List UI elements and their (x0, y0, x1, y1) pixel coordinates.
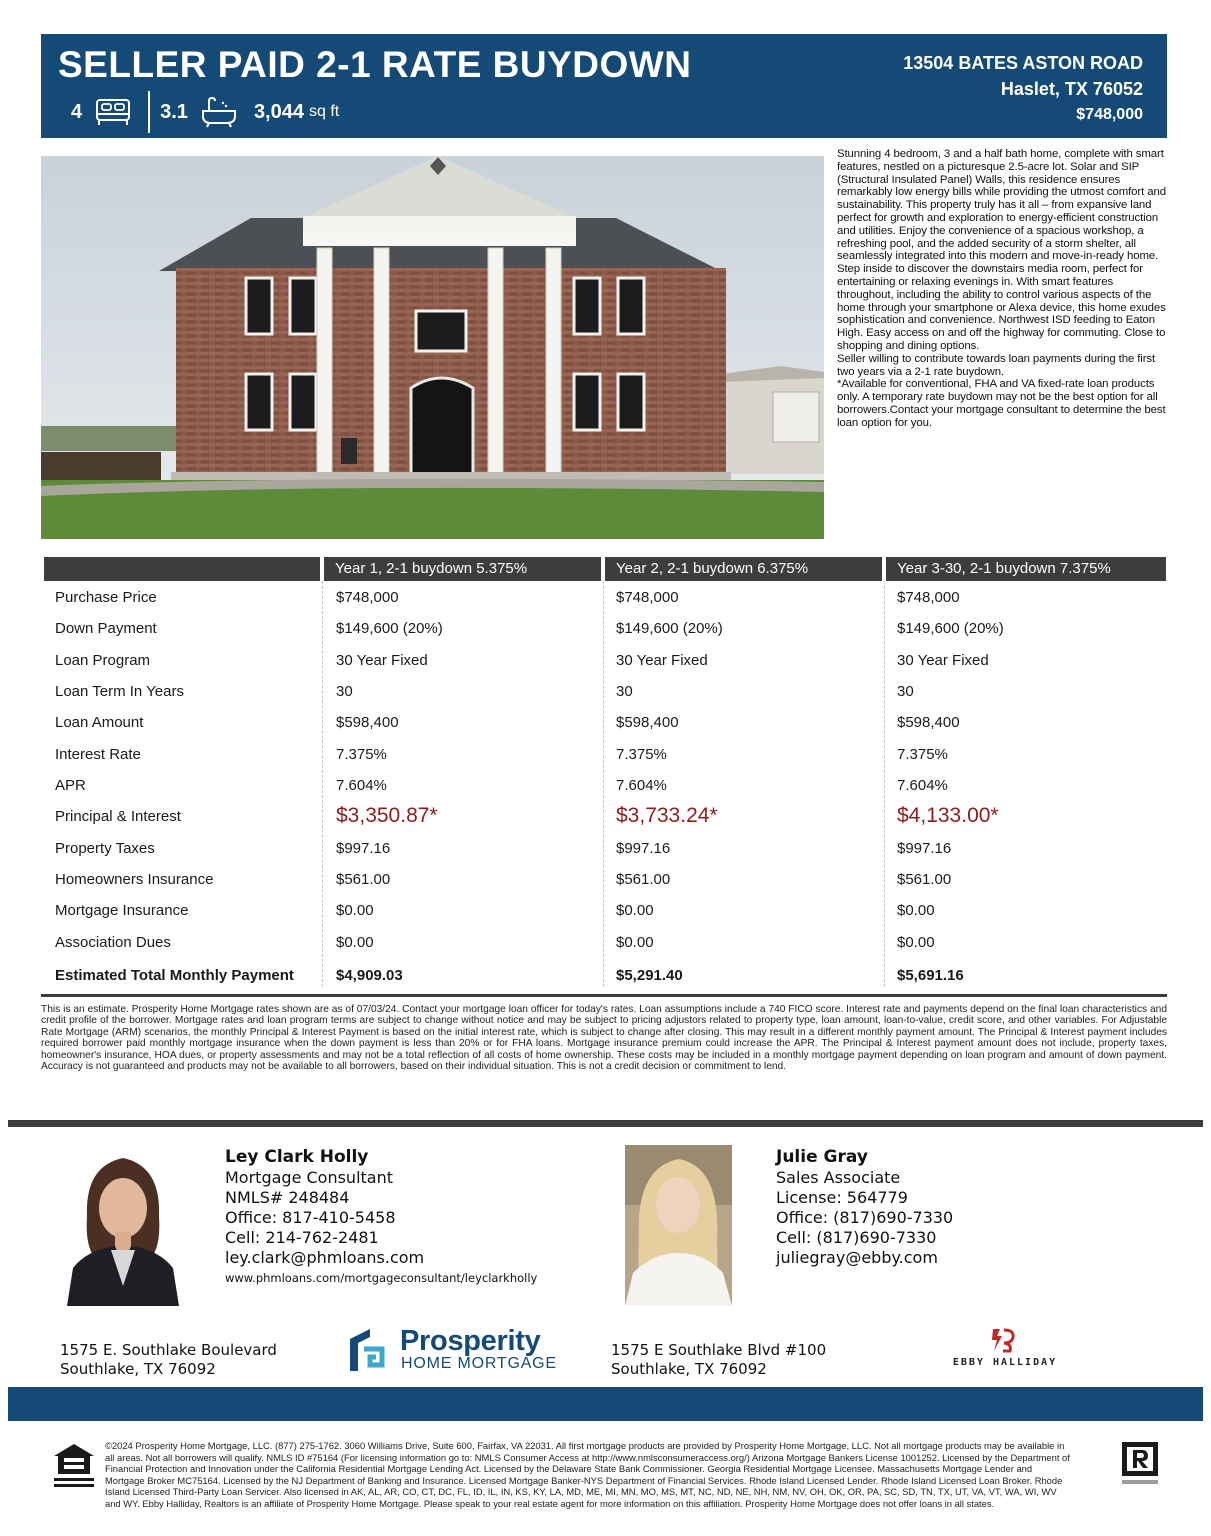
table-row (44, 772, 1166, 803)
baths-count: 3.1 (160, 100, 188, 123)
row-label: Loan Program (55, 652, 151, 669)
row-value: $598,400 (616, 714, 679, 731)
row-value: $561.00 (336, 871, 391, 888)
row-value: $5,291.40 (616, 967, 683, 984)
row-value: $748,000 (616, 589, 679, 606)
row-value: 30 (616, 683, 633, 700)
agent1-website[interactable]: www.phmloans.com/mortgageconsultant/leyclarkholly (225, 1271, 538, 1285)
stats-divider (148, 91, 150, 133)
table-row (44, 647, 1166, 678)
row-value: $0.00 (897, 902, 935, 919)
row-label: Principal & Interest (55, 808, 181, 825)
row-value: $3,350.87* (336, 804, 438, 827)
row-label: Loan Amount (55, 714, 144, 731)
agent2-office-address (611, 1341, 826, 1379)
row-value: $598,400 (336, 714, 399, 731)
row-label: APR (55, 777, 86, 794)
prosperity-logo (346, 1325, 566, 1375)
agent2-name: Julie Gray (776, 1147, 868, 1167)
agent1-headshot (67, 1146, 179, 1306)
column-header-year1: Year 1, 2-1 buydown 5.375% (324, 557, 601, 581)
table-row (44, 615, 1166, 646)
column-header-year2: Year 2, 2-1 buydown 6.375% (605, 557, 882, 581)
sqft-unit: sq ft (309, 103, 340, 120)
rate-disclaimer: This is an estimate. Prosperity Home Mortgage rates shown are as of 07/03/24. Contact your mortgage loan officer for today's rates. Loan assumptions include a 740 FICO score. Interest rate and payments depend on the final loan characteristics and credit profile of the borrower. Mortgage rates and loan program terms are subject to change without notice and may be subject to pricing adjustors related to property type, loan amount, loan-to-value, credit score, and other variables. For Adjustable Rate Mortgage (ARM) scenarios, the monthly Principal & Interest Payment is based on the initial interest rate, which is subject to change after closing. This may result in a different monthly payment amount. The Principal & Interest payment includes required borrower paid monthly mortgage insurance when the down payment is less than 20% or for FHA loans. Mortgage insurance premium could increase the APR. The Principal & Interest payment amount does not include, property taxes, homeowner's insurance, HOA dues, or property assessments and may not be a total reflection of all costs of home ownership. These costs may be included in a monthly mortgage payment depending on loan program and amount of down payment. Accuracy is not guaranteed and products may not be available to all borrowers, based on their individual situation. This is not a credit decision or commitment to lend. (41, 1004, 1167, 1073)
ebby-halliday-logo (940, 1325, 1070, 1380)
row-label: Down Payment (55, 620, 157, 637)
row-label: Purchase Price (55, 589, 157, 606)
row-value: $748,000 (897, 589, 960, 606)
agent1-contact (225, 1146, 595, 1288)
agent1-address-line1: 1575 E. Southlake Boulevard (60, 1341, 277, 1359)
agent2-cell-phone[interactable]: Cell: (817)690-7330 (776, 1228, 937, 1247)
description-disclosure: *Available for conventional, FHA and VA fixed-rate loan products only. A temporary rate buydown may not be the best option for all borrowers.Contact your mortgage consultant to determine the best loan option for you. (837, 378, 1166, 429)
legal-footer: ©2024 Prosperity Home Mortgage, LLC. (877) 275-1762. 3060 Williams Drive, Suite 600, Fairfax, VA 22031. All first mortgage products are provided by Prosperity Home Mortgage, LLC. Not all mortgage products may be available in all areas. Not all borrowers will qualify. NMLS ID #75164 (For licensing information go to: NMLS Consumer Access at http://www.nmlsconsumeraccess.org/) Arizona Mortgage Bankers License 1001252. Licensed by the Department of Financial Protection and Innovation under the California Residential Mortgage Lending Act. Licensed by the Delaware State Bank Commissioner. Georgia Residential Mortgage Licensee. Massachusetts Mortgage Lender and Mortgage Broker MC75164. Licensed by the NJ Department of Banking and Insurance. Licensed Mortgage Banker-NYS Department of Financial Services. Rhode Island Licensed Lender. Rhode Island Licensed Loan Broker. Rhode Island Licensed Third-Party Loan Servicer. Also licensed in AK, AL, AR, CO, CT, DC, FL, ID, IL, IN, KS, KY, LA, MD, ME, MI, MN, MO, MS, MT, NC, ND, NE, NH, NM, NV, OH, OK, OR, PA, SC, SD, TN, TX, UT, VA, VT, WA, WI, WV and WY. Ebby Halliday, Realtors is an affiliate of Prosperity Home Mortgage. Please speak to your real estate agent for more information on this affiliation. Prosperity Home Mortgage does not offer loans in all states. (105, 1440, 1070, 1509)
realtor-icon (1120, 1440, 1162, 1488)
section-divider (8, 1120, 1203, 1127)
property-photo (41, 156, 824, 539)
table-row (44, 835, 1166, 866)
agent2-contact (776, 1146, 1106, 1268)
row-value: $3,733.24* (616, 804, 718, 827)
row-label: Estimated Total Monthly Payment (55, 967, 294, 984)
prosperity-wordmark: Prosperity (400, 1325, 541, 1357)
page-title: SELLER PAID 2-1 RATE BUYDOWN (58, 44, 692, 85)
bed-icon (94, 95, 132, 129)
table-header-blank (44, 557, 320, 581)
address-street: 13504 BATES ASTON ROAD (903, 53, 1143, 73)
row-value: 30 Year Fixed (336, 652, 428, 669)
column-header-year3: Year 3-30, 2-1 buydown 7.375% (886, 557, 1166, 581)
table-row (44, 866, 1166, 897)
table-row (44, 709, 1166, 740)
agent1-name: Ley Clark Holly (225, 1147, 369, 1167)
table-row (44, 741, 1166, 772)
row-value: $997.16 (616, 840, 671, 857)
row-value: 7.604% (336, 777, 387, 794)
row-value: 7.375% (616, 746, 667, 763)
property-stats (71, 92, 339, 132)
beds-count: 4 (71, 100, 83, 123)
property-description (837, 148, 1167, 430)
footer-band (8, 1387, 1203, 1421)
agent2-address-line2: Southlake, TX 76092 (611, 1360, 767, 1378)
row-value: $0.00 (897, 934, 935, 951)
agent1-office-address (60, 1341, 277, 1379)
table-row-total (44, 962, 1166, 993)
list-price: $748,000 (1076, 106, 1143, 123)
agent2-email[interactable]: juliegray@ebby.com (776, 1248, 938, 1267)
row-value: $149,600 (20%) (336, 620, 443, 637)
row-value: 30 Year Fixed (897, 652, 989, 669)
row-value: 7.375% (336, 746, 387, 763)
table-row (44, 897, 1166, 928)
row-value: $0.00 (336, 902, 374, 919)
row-value: 30 (897, 683, 914, 700)
table-bottom-rule (41, 994, 1167, 997)
agent1-address-line2: Southlake, TX 76092 (60, 1360, 216, 1378)
row-value: $748,000 (336, 589, 399, 606)
row-value: $0.00 (616, 934, 654, 951)
agent1-cell-phone[interactable]: Cell: 214-762-2481 (225, 1228, 379, 1247)
row-value: 30 (336, 683, 353, 700)
row-value: 7.604% (616, 777, 667, 794)
agent2-headshot (625, 1145, 732, 1306)
row-value: 7.375% (897, 746, 948, 763)
ebby-mark-icon (990, 1327, 1016, 1353)
agent1-office-phone[interactable]: Office: 817-410-5458 (225, 1208, 396, 1227)
table-row (44, 678, 1166, 709)
row-value: $598,400 (897, 714, 960, 731)
equal-housing-icon (52, 1442, 96, 1490)
row-value: $561.00 (897, 871, 952, 888)
agent2-office-phone[interactable]: Office: (817)690-7330 (776, 1208, 954, 1227)
row-value: $149,600 (20%) (897, 620, 1004, 637)
table-row (44, 584, 1166, 615)
agent2-license: License: 564779 (776, 1188, 908, 1207)
row-label: Property Taxes (55, 840, 155, 857)
property-address (903, 50, 1143, 128)
row-value: $561.00 (616, 871, 671, 888)
address-city: Haslet, TX 76052 (1000, 79, 1143, 99)
row-value: $0.00 (336, 934, 374, 951)
prosperity-submark: HOME MORTGAGE (401, 1355, 557, 1372)
row-value: $4,133.00* (897, 804, 999, 827)
bathtub-icon (200, 95, 238, 129)
prosperity-mark-icon (346, 1327, 394, 1373)
agent2-title: Sales Associate (776, 1168, 901, 1187)
row-value: 30 Year Fixed (616, 652, 708, 669)
row-label: Loan Term In Years (55, 683, 184, 700)
agent2-address-line1: 1575 E Southlake Blvd #100 (611, 1341, 827, 1359)
agent1-title: Mortgage Consultant (225, 1168, 394, 1187)
row-value: $5,691.16 (897, 967, 964, 984)
row-label: Mortgage Insurance (55, 902, 189, 919)
row-value: $0.00 (616, 902, 654, 919)
ebby-wordmark: EBBY HALLIDAY (952, 1357, 1058, 1368)
row-label: Association Dues (55, 934, 171, 951)
agent1-nmls: NMLS# 248484 (225, 1188, 350, 1207)
table-row-principal-interest (44, 803, 1166, 834)
sqft-value: 3,044 (253, 100, 304, 123)
row-label: Homeowners Insurance (55, 871, 214, 888)
table-row (44, 929, 1166, 960)
row-value: $4,909.03 (336, 967, 403, 984)
description-buydown: Seller willing to contribute towards loan payments during the first two years via a 2-1 rate buydown. (837, 352, 1156, 378)
row-value: $997.16 (336, 840, 391, 857)
row-value: $149,600 (20%) (616, 620, 723, 637)
header-banner (41, 34, 1167, 138)
agent1-email[interactable]: ley.clark@phmloans.com (225, 1248, 425, 1267)
description-main: Stunning 4 bedroom, 3 and a half bath home, complete with smart features, nestled on a picturesque 2.5-acre lot. Solar and SIP (Structural Insulated Panel) Walls, this residence ensures remarkably low energy bills while providing the utmost comfort and sustainability. This property truly has it all – from expansive land perfect for growth and exploration to energy-efficient construction and utilities. Enjoy the convenience of a spacious workshop, a refreshing pool, and the added security of a storm shelter, all seamlessly integrated into this modern and move-in-ready home. Step inside to discover the downstairs media room, perfect for entertaining or relaxing evenings in. With smart features throughout, including the ability to control various aspects of the home through your smartphone or Alexa device, this home exudes sophistication and convenience. Northwest ISD feeding to Eaton High. Easy access on and off the highway for commuting. Close to shopping and dining options. (837, 148, 1166, 352)
row-value: 7.604% (897, 777, 948, 794)
row-label: Interest Rate (55, 746, 141, 763)
row-value: $997.16 (897, 840, 952, 857)
